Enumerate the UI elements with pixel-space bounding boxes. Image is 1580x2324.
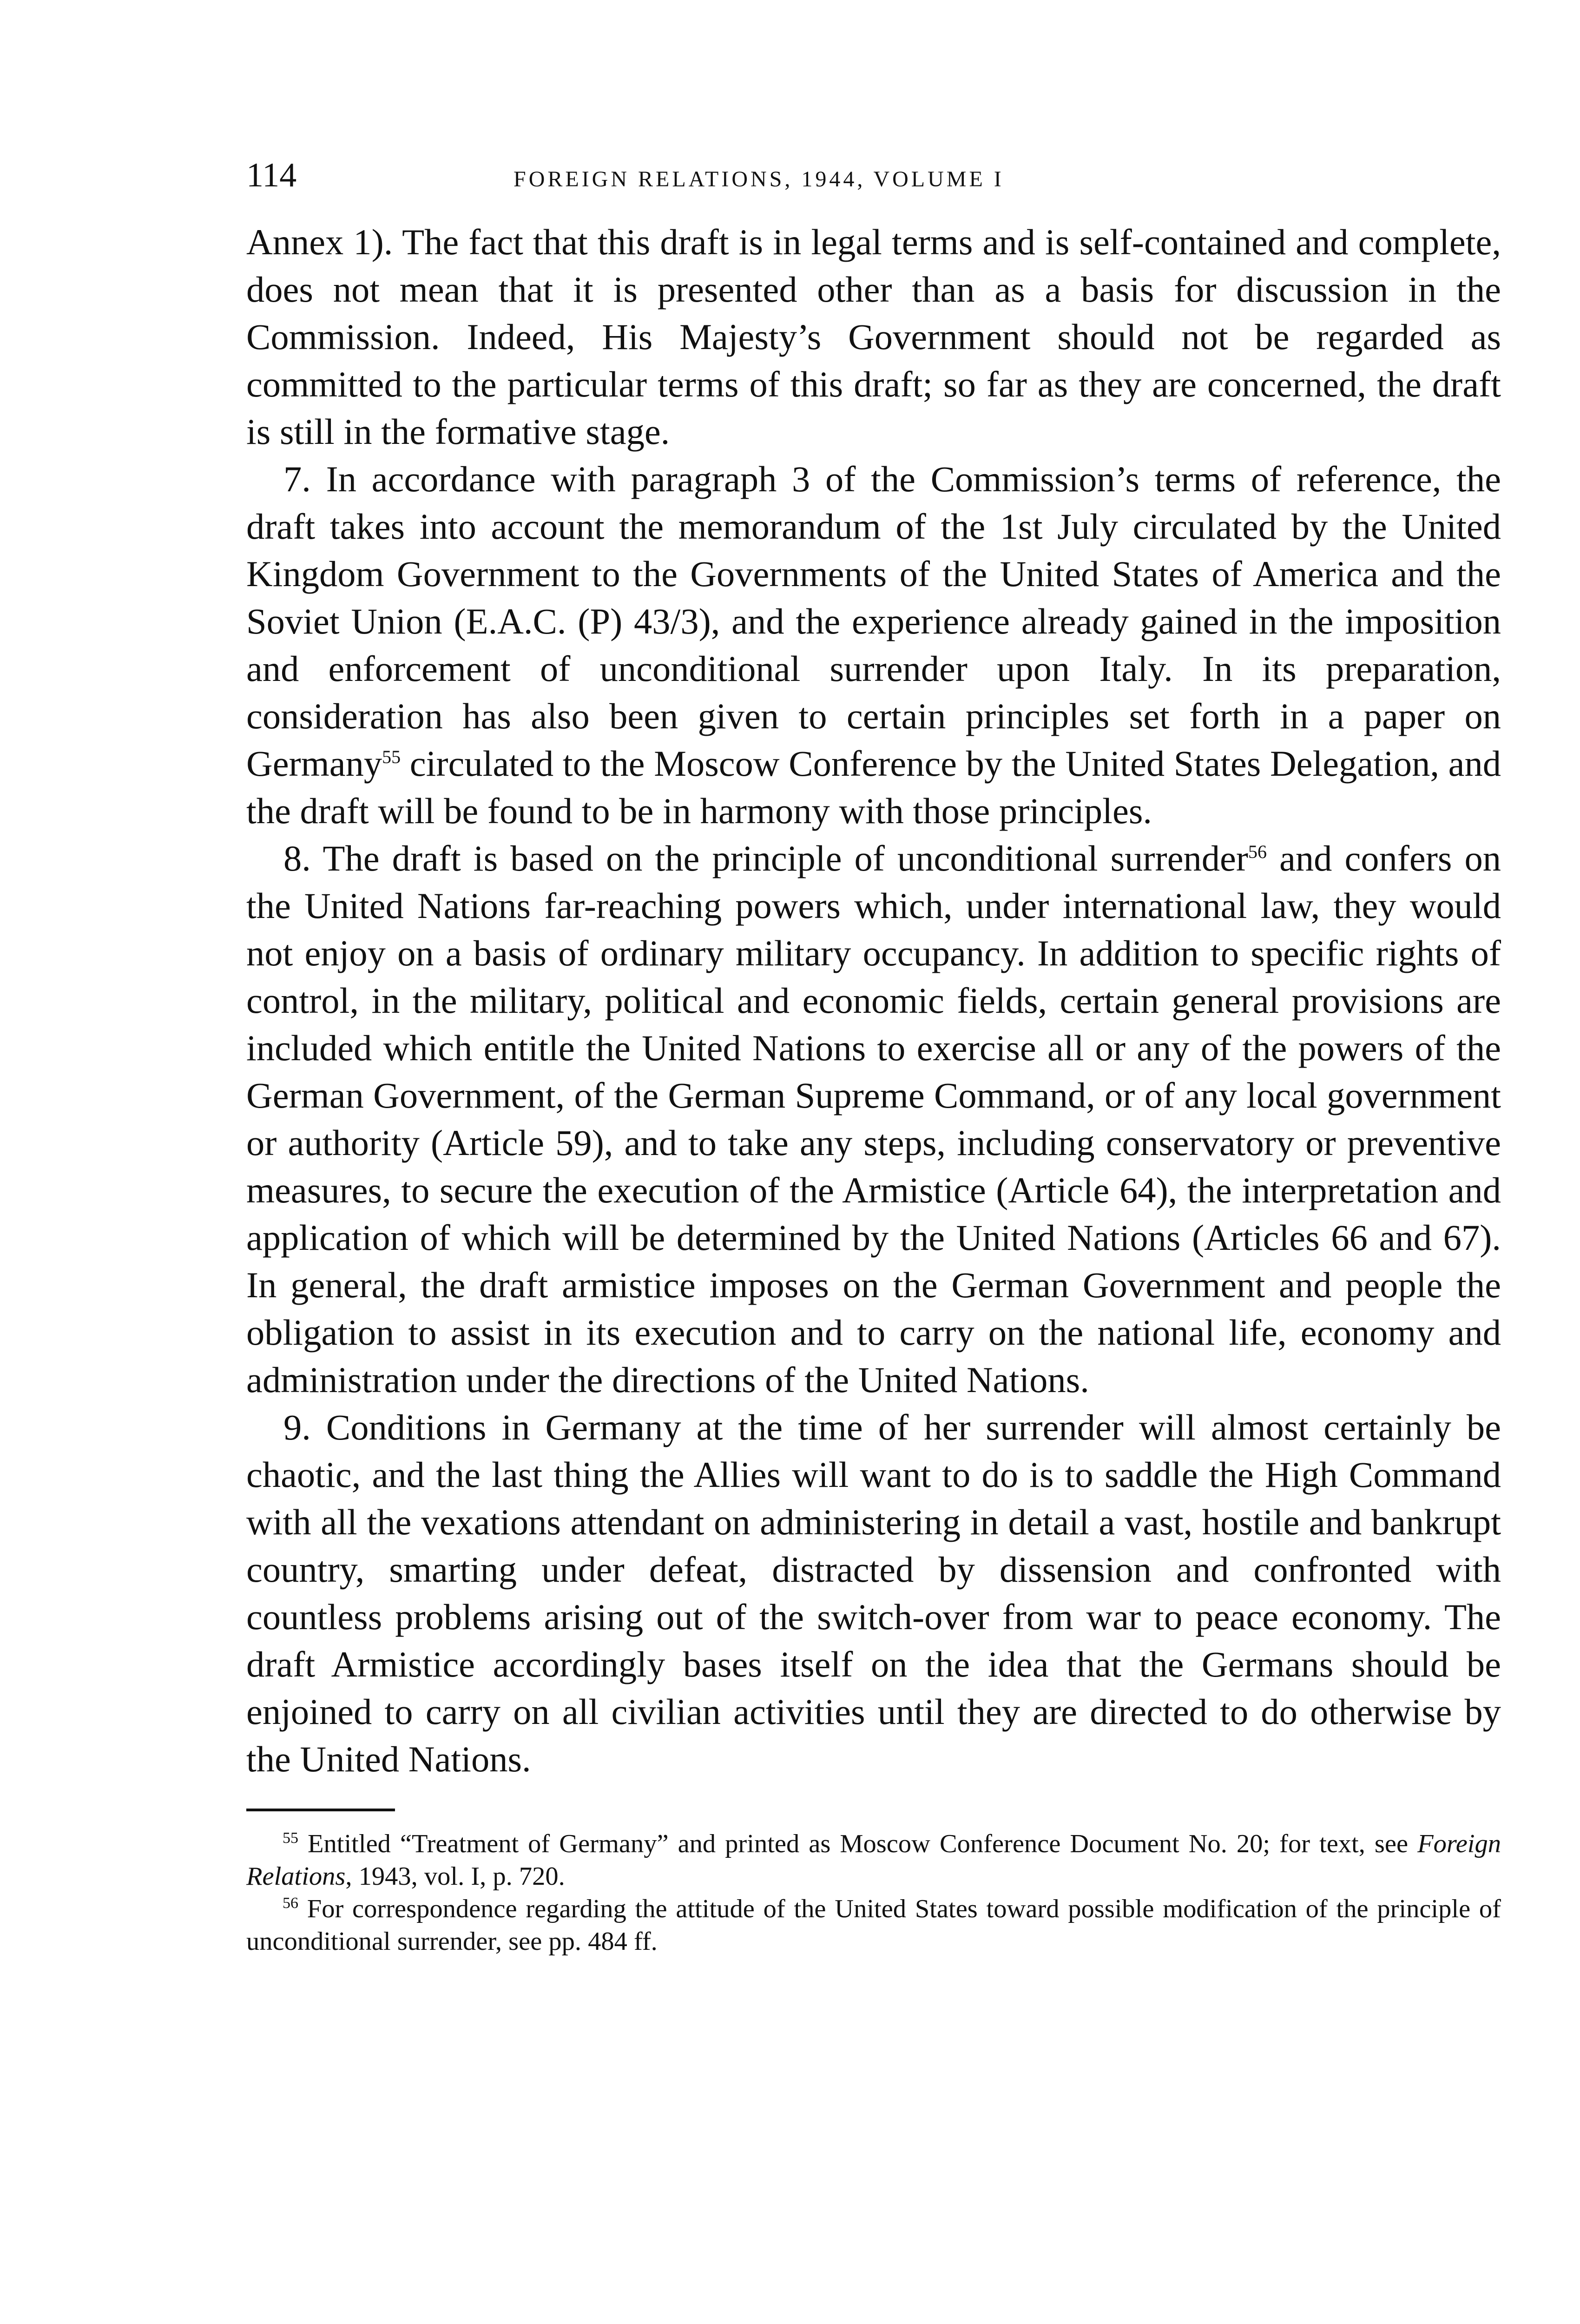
running-head: FOREIGN RELATIONS, 1944, VOLUME I [514, 167, 1004, 191]
footnote-marker-56: 56 [283, 1895, 298, 1912]
footnote-55 [246, 1828, 1501, 1893]
paragraph-9: 9. Conditions in Germany at the time of her surrender will almost certainly be chaotic, and the last thing the Allies will want to do is to saddle the High Command with all the vexations attendant on administering in detail a vast, hostile and bankrupt country, smarting under defeat, distracted by dissension and confronted with countless problems arising out of the switch-over from war to peace economy. The draft Armistice accordingly bases itself on the idea that the Germans should be enjoined to carry on all civilian activities until they are directed to do otherwise by the United Nations. [246, 1407, 1501, 1779]
document-page [246, 158, 1501, 1958]
paragraph-7 [246, 456, 1501, 835]
paragraph-7-text-start: 7. In accordance with paragraph 3 of the Commission’s terms of reference, the draft takes into account the memorandum of the 1st July circulated by the United Kingdom Government to the Governments of the United States of America and the Soviet Union (E.A.C. (P) 43/3), and the experience already gained in the imposition and enforcement of unconditional surrender upon Italy. In its preparation, consideration has also been given to certain principles set forth in a paper on Germany [246, 459, 1501, 784]
footnote-55-text-end: , 1943, vol. I, p. 720. [345, 1862, 565, 1891]
footnotes [246, 1828, 1501, 1958]
paragraph-8 [246, 835, 1501, 1404]
footnote-ref-56: 56 [1248, 841, 1267, 862]
footnote-ref-55: 55 [382, 746, 401, 767]
paragraph-8-text-end: and confers on the United Nations far-reaching powers which, under international law, they would not enjoy on a basis of ordinary military occupancy. In addition to specific rights of control, in the military, political and economic fields, certain general provisions are included which entitle the United Nations to exercise all or any of the powers of the German Government, of the German Supreme Command, or of any local government or authority (Article 59), and to take any steps, including conservatory or preventive measures, to secure the execution of the Armistice (Article 64), the interpretation and application of which will be determined by the United Nations (Articles 66 and 67). In general, the draft armistice imposes on the German Government and people the obligation to assist in its execution and to carry on the national life, economy and administration under the directions of the United Nations. [246, 838, 1501, 1400]
body-text [246, 218, 1501, 1783]
paragraph-8-text-start: 8. The draft is based on the principle of unconditional surrender [283, 838, 1249, 878]
footnote-56 [246, 1893, 1501, 1958]
footnote-55-text-start: Entitled “Treatment of Germany” and printed as Moscow Conference Document No. 20; for text, see [298, 1829, 1418, 1858]
footnote-56-text: For correspondence regarding the attitude of the United States toward possible modification of the principle of unconditional surrender, see pp. 484 ff. [246, 1895, 1501, 1956]
paragraph-continued: Annex 1). The fact that this draft is in legal terms and is self-contained and complete, does not mean that it is presented other than as a basis for discussion in the Commission. Indeed, His Majesty’s Government should not be regarded as committed to the particular terms of this draft; so far as they are concerned, the draft is still in the formative stage. [246, 222, 1501, 452]
page-number: 114 [246, 156, 297, 194]
paragraph-7-text-end: circulated to the Moscow Conference by the United States Delegation, and the draft will be found to be in harmony with those principles. [246, 743, 1501, 831]
footnote-55-italic-title: Foreign Relations [246, 1829, 1501, 1891]
footnote-marker-55: 55 [283, 1829, 298, 1847]
page-header [246, 158, 1501, 218]
footnote-divider [246, 1809, 395, 1811]
